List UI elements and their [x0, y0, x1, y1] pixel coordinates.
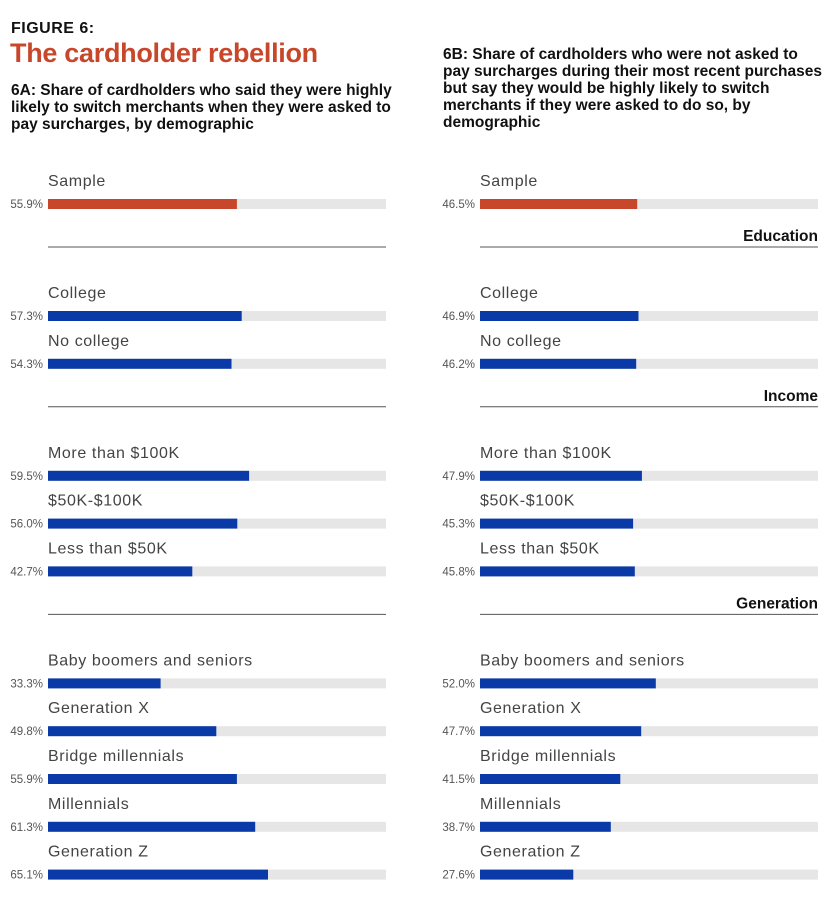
bar-less-than-50k — [480, 566, 635, 576]
value-label-bridge-millennials: 41.5% — [442, 774, 475, 786]
value-label-50k-100k: 45.3% — [442, 518, 475, 531]
bar-more-than-100k — [48, 471, 249, 481]
value-label-sample: 55.9% — [10, 199, 43, 211]
bar-generation-z — [48, 870, 268, 880]
bar-college — [480, 311, 639, 321]
category-label-generation-x: Generation X — [48, 700, 150, 718]
group-label-education: Education — [743, 228, 818, 245]
bar-more-than-100k — [480, 471, 642, 481]
value-label-millennials: 61.3% — [10, 821, 43, 834]
bar-50k-100k — [48, 519, 237, 529]
category-label-no-college: No college — [480, 332, 562, 350]
value-label-sample: 46.5% — [442, 199, 475, 211]
category-label-50k-100k: $50K-$100K — [480, 492, 575, 510]
category-label-bridge-millennials: Bridge millennials — [480, 748, 617, 765]
category-label-bridge-millennials: Bridge millennials — [48, 748, 185, 765]
value-label-no-college: 54.3% — [10, 358, 43, 371]
value-label-bridge-millennials: 55.9% — [10, 774, 43, 786]
bar-generation-z — [480, 870, 573, 880]
chart-6a-title: 6A: Share of cardholders who said they were highly likely to switch merchants when they were asked to pay surcharges, by demographic — [11, 82, 392, 133]
bar-sample — [480, 199, 637, 209]
value-label-generation-x: 49.8% — [10, 726, 43, 739]
category-label-baby-boomers-and-seniors: Baby boomers and seniors — [480, 652, 685, 670]
value-label-baby-boomers-and-seniors: 52.0% — [442, 678, 475, 691]
bar-baby-boomers-and-seniors — [480, 678, 656, 688]
value-label-college: 57.3% — [10, 311, 43, 323]
category-label-generation-x: Generation X — [480, 700, 582, 718]
category-label-millennials: Millennials — [48, 795, 130, 813]
bar-millennials — [480, 822, 611, 832]
category-label-no-college: No college — [48, 332, 130, 350]
category-label-more-than-100k: More than $100K — [48, 444, 180, 462]
category-label-baby-boomers-and-seniors: Baby boomers and seniors — [48, 652, 253, 670]
value-label-generation-z: 65.1% — [10, 869, 43, 882]
bar-less-than-50k — [48, 566, 192, 576]
category-label-sample: Sample — [48, 173, 106, 190]
category-label-generation-z: Generation Z — [480, 843, 581, 861]
category-label-college: College — [480, 285, 539, 302]
figure-title: The cardholder rebellion — [10, 38, 318, 68]
value-label-less-than-50k: 45.8% — [442, 566, 475, 579]
bar-no-college — [480, 359, 636, 369]
bar-generation-x — [480, 726, 641, 736]
value-label-more-than-100k: 47.9% — [442, 470, 475, 483]
value-label-baby-boomers-and-seniors: 33.3% — [10, 678, 43, 691]
category-label-generation-z: Generation Z — [48, 843, 149, 861]
category-label-less-than-50k: Less than $50K — [480, 540, 600, 558]
value-label-generation-z: 27.6% — [442, 869, 475, 882]
bar-sample — [48, 199, 237, 209]
value-label-generation-x: 47.7% — [442, 726, 475, 739]
category-label-50k-100k: $50K-$100K — [48, 492, 143, 510]
bar-college — [48, 311, 242, 321]
category-label-sample: Sample — [480, 173, 538, 190]
bar-millennials — [48, 822, 255, 832]
bar-baby-boomers-and-seniors — [48, 678, 161, 688]
value-label-millennials: 38.7% — [442, 821, 475, 834]
category-label-college: College — [48, 285, 107, 302]
value-label-college: 46.9% — [442, 311, 475, 323]
value-label-no-college: 46.2% — [442, 358, 475, 371]
bar-bridge-millennials — [48, 774, 237, 784]
value-label-less-than-50k: 42.7% — [10, 566, 43, 579]
value-label-more-than-100k: 59.5% — [10, 470, 43, 483]
group-label-income: Income — [763, 387, 818, 405]
bar-generation-x — [48, 726, 216, 736]
bar-bridge-millennials — [480, 774, 620, 784]
category-label-more-than-100k: More than $100K — [480, 444, 612, 462]
value-label-50k-100k: 56.0% — [10, 518, 43, 531]
category-label-millennials: Millennials — [480, 795, 562, 813]
bar-50k-100k — [480, 519, 633, 529]
chart-6b-title: 6B: Share of cardholders who were not asked to pay surcharges during their most recent purchases but say they would be highly likely to switch merchants if they were asked to do so, by demographic — [443, 46, 823, 131]
category-label-less-than-50k: Less than $50K — [48, 540, 168, 558]
group-label-generation: Generation — [736, 595, 818, 613]
bar-no-college — [48, 359, 232, 369]
figure-label: FIGURE 6: — [11, 20, 95, 37]
